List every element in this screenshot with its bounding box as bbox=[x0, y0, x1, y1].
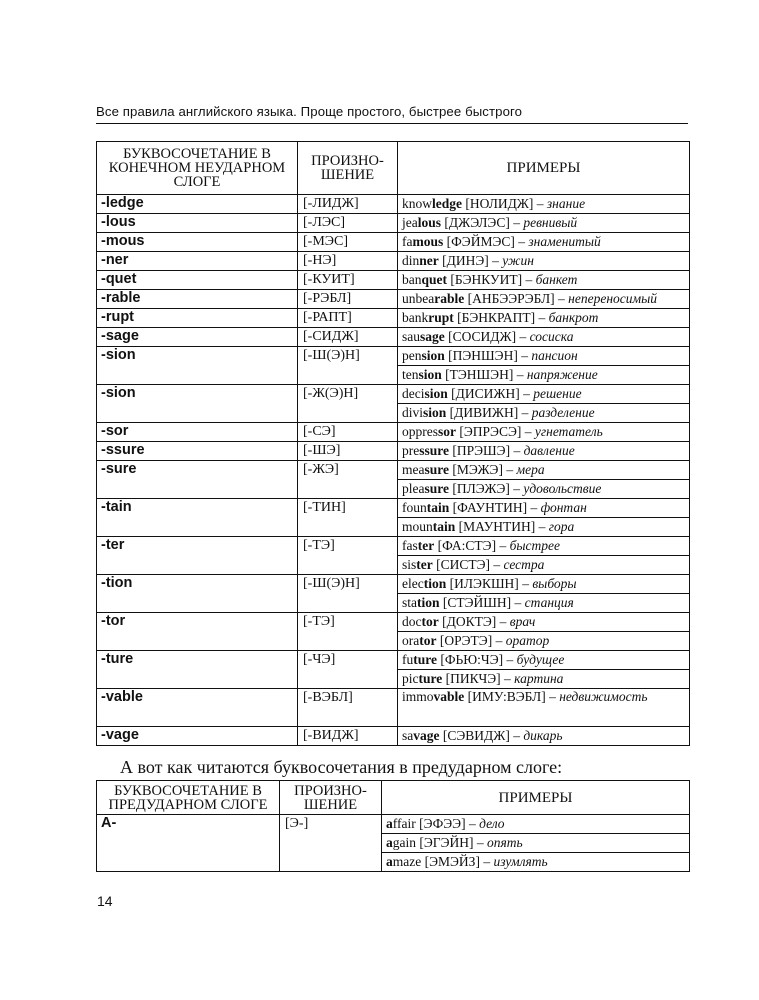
combination-cell: -sion bbox=[97, 385, 298, 423]
pronunciation-cell: [-ТЭ] bbox=[298, 537, 398, 575]
word-start: bank bbox=[402, 310, 429, 325]
pronunciation-cell: [-ТИН] bbox=[298, 499, 398, 537]
col-header-examples: ПРИМЕРЫ bbox=[382, 781, 690, 815]
example-cell bbox=[398, 537, 690, 556]
transcription: [ПИКЧЭ] bbox=[442, 671, 501, 686]
example-cell bbox=[398, 385, 690, 404]
dash: – bbox=[490, 557, 504, 572]
translation: сосиска bbox=[529, 329, 574, 344]
transcription: [БЭНКУИТ] bbox=[447, 272, 523, 287]
word-bold-part: rable bbox=[434, 291, 465, 306]
dash: – bbox=[511, 595, 525, 610]
word-start: immo bbox=[402, 689, 434, 704]
dash: – bbox=[509, 728, 524, 743]
translation: быстрее bbox=[509, 538, 561, 553]
transcription: [ФЭЙМЭС] bbox=[443, 234, 515, 249]
example-cell bbox=[398, 594, 690, 613]
transcription: [НОЛИДЖ] bbox=[462, 196, 534, 211]
translation: фонтан bbox=[540, 500, 587, 515]
pronunciation-cell: [-ТЭ] bbox=[298, 613, 398, 651]
example-cell bbox=[398, 556, 690, 575]
example-cell bbox=[398, 727, 690, 746]
table-row bbox=[97, 575, 690, 594]
example-cell bbox=[398, 632, 690, 651]
translation: непереносимый bbox=[568, 291, 658, 306]
translation: удовольствие bbox=[523, 481, 602, 496]
table-row bbox=[97, 613, 690, 632]
combination-cell: -ter bbox=[97, 537, 298, 575]
pronunciation-cell: [-ЛИДЖ] bbox=[298, 195, 398, 214]
word-bold-part: ssure bbox=[419, 443, 450, 458]
transcription: [ЭПРЭСЭ] bbox=[456, 424, 522, 439]
dash: – bbox=[465, 816, 480, 831]
dash: – bbox=[509, 215, 524, 230]
example-cell bbox=[398, 328, 690, 347]
example-cell bbox=[398, 252, 690, 271]
word-bold-part: sion bbox=[424, 386, 448, 401]
table-row bbox=[97, 385, 690, 404]
example-cell bbox=[398, 214, 690, 233]
combination-cell: -tain bbox=[97, 499, 298, 537]
word-bold-part: tion bbox=[423, 576, 447, 591]
transcription: [ЭФЭЭ] bbox=[415, 816, 466, 831]
word-start: ora bbox=[402, 633, 420, 648]
word-bold-part: sion bbox=[418, 367, 442, 382]
dash: – bbox=[527, 500, 541, 515]
translation: разделение bbox=[531, 405, 595, 420]
word-start: pre bbox=[402, 443, 420, 458]
pronunciation-cell: [-НЭ] bbox=[298, 252, 398, 271]
transcription: [ДИНЭ] bbox=[438, 253, 489, 268]
example-cell bbox=[398, 442, 690, 461]
transcription: [ФА:СТЭ] bbox=[434, 538, 497, 553]
combination-cell: -rable bbox=[97, 290, 298, 309]
word-bold-part: rupt bbox=[428, 310, 454, 325]
dash: – bbox=[496, 614, 510, 629]
word-bold-part: tion bbox=[417, 595, 440, 610]
table-row bbox=[97, 461, 690, 480]
combination-cell: -lous bbox=[97, 214, 298, 233]
word-start: fu bbox=[402, 652, 414, 667]
example-cell bbox=[398, 461, 690, 480]
word-bold-part: vable bbox=[433, 689, 465, 704]
translation: ревнивый bbox=[523, 215, 578, 230]
word-start: oppres bbox=[402, 424, 438, 439]
transcription: [ДОКТЭ] bbox=[438, 614, 497, 629]
word-start: sis bbox=[402, 557, 417, 572]
example-cell bbox=[398, 689, 690, 727]
example-cell bbox=[398, 499, 690, 518]
word-bold-part: mous bbox=[412, 234, 444, 249]
word-start: jea bbox=[402, 215, 418, 230]
table-row bbox=[97, 537, 690, 556]
example-cell bbox=[398, 613, 690, 632]
dash: – bbox=[521, 424, 535, 439]
pronunciation-cell: [-МЭС] bbox=[298, 233, 398, 252]
word-start: moun bbox=[402, 519, 433, 534]
word-start: pic bbox=[402, 671, 419, 686]
transcription: [ОРЭТЭ] bbox=[436, 633, 493, 648]
word-start: mea bbox=[402, 462, 425, 477]
dash: – bbox=[535, 310, 549, 325]
dash: – bbox=[514, 234, 529, 249]
translation: станция bbox=[524, 595, 574, 610]
table-row bbox=[97, 727, 690, 746]
prestressed-syllable-table bbox=[96, 780, 690, 872]
table-row bbox=[97, 309, 690, 328]
word-start: fas bbox=[402, 538, 418, 553]
col-header-pronunciation: ПРОИЗНО-ШЕНИЕ bbox=[298, 142, 398, 195]
pronunciation-cell: [-ШЭ] bbox=[298, 442, 398, 461]
col-header-combination: БУКВОСОЧЕТАНИЕ В КОНЕЧНОМ НЕУДАРНОМ СЛОГЕ bbox=[97, 142, 298, 195]
intro-text: А вот как читаются буквосочетания в предударном слоге: bbox=[120, 757, 563, 777]
word-start: sta bbox=[402, 595, 417, 610]
combination-cell: A- bbox=[97, 815, 280, 872]
transcription: [ФАУНТИН] bbox=[449, 500, 528, 515]
pronunciation-cell: [-ЛЭС] bbox=[298, 214, 398, 233]
word-start: pen bbox=[402, 348, 422, 363]
word-start: know bbox=[402, 196, 432, 211]
example-cell bbox=[398, 575, 690, 594]
dash: – bbox=[516, 329, 530, 344]
word-bold-part: a bbox=[386, 835, 393, 850]
translation: ужин bbox=[502, 253, 534, 268]
col-header-pronunciation: ПРОИЗНО-ШЕНИЕ bbox=[280, 781, 382, 815]
translation: оратор bbox=[505, 633, 550, 648]
dash: – bbox=[518, 576, 533, 591]
example-cell bbox=[398, 290, 690, 309]
word-bold-part: sion bbox=[421, 348, 445, 363]
combination-cell: -sure bbox=[97, 461, 298, 499]
translation: будущее bbox=[516, 652, 565, 667]
table-row bbox=[97, 252, 690, 271]
example-cell bbox=[382, 815, 690, 834]
dash: – bbox=[488, 253, 503, 268]
table-row bbox=[97, 328, 690, 347]
word-start: divi bbox=[402, 405, 424, 420]
translation: напряжение bbox=[526, 367, 598, 382]
translation: изумлять bbox=[493, 854, 548, 869]
word-start: elec bbox=[402, 576, 424, 591]
combination-cell: -ture bbox=[97, 651, 298, 689]
table-row bbox=[97, 423, 690, 442]
example-cell bbox=[398, 233, 690, 252]
transcription: [СОСИДЖ] bbox=[444, 329, 517, 344]
word-start: doc bbox=[402, 614, 422, 629]
example-cell bbox=[398, 518, 690, 537]
word-bold-part: ledge bbox=[432, 196, 462, 211]
dash: – bbox=[510, 443, 524, 458]
table-row bbox=[97, 815, 690, 834]
transcription: [МАУНТИН] bbox=[455, 519, 536, 534]
transcription: [СИСТЭ] bbox=[432, 557, 491, 572]
translation: знаменитый bbox=[528, 234, 601, 249]
table-row bbox=[97, 233, 690, 252]
word-start: deci bbox=[402, 386, 425, 401]
combination-cell: -ledge bbox=[97, 195, 298, 214]
word-start: din bbox=[402, 253, 420, 268]
table-row bbox=[97, 347, 690, 366]
example-cell bbox=[398, 195, 690, 214]
pronunciation-cell: [-КУИТ] bbox=[298, 271, 398, 290]
combination-cell: -sion bbox=[97, 347, 298, 385]
word-bold-part: sage bbox=[420, 329, 445, 344]
word-bold-part: quet bbox=[421, 272, 448, 287]
col-header-combination: БУКВОСОЧЕТАНИЕ В ПРЕДУДАРНОМ СЛОГЕ bbox=[97, 781, 280, 815]
pronunciation-cell: [-Ш(Э)Н] bbox=[298, 575, 398, 613]
transcription: [ФЬЮ:ЧЭ] bbox=[437, 652, 504, 667]
example-cell bbox=[382, 853, 690, 872]
dash: – bbox=[496, 538, 510, 553]
example-cell bbox=[398, 670, 690, 689]
example-cell bbox=[398, 480, 690, 499]
translation: выборы bbox=[532, 576, 577, 591]
page-number: 14 bbox=[97, 893, 113, 909]
combination-cell: -ner bbox=[97, 252, 298, 271]
word-bold-part: lous bbox=[417, 215, 442, 230]
pronunciation-cell: [-ЖЭ] bbox=[298, 461, 398, 499]
transcription: [ПЛЭЖЭ] bbox=[449, 481, 510, 496]
pronunciation-cell: [-ЧЭ] bbox=[298, 651, 398, 689]
translation: врач bbox=[509, 614, 536, 629]
dash: – bbox=[535, 519, 549, 534]
dash: – bbox=[518, 405, 532, 420]
word-bold-part: a bbox=[386, 854, 393, 869]
word-bold-part: vage bbox=[413, 728, 440, 743]
pronunciation-cell: [-РЭБЛ] bbox=[298, 290, 398, 309]
dash: – bbox=[554, 291, 569, 306]
transcription: [ЭМЭЙЗ] bbox=[421, 854, 480, 869]
header-rule bbox=[96, 123, 688, 124]
pronunciation-cell: [-Ж(Э)Н] bbox=[298, 385, 398, 423]
transcription: [АНБЭЭРЭБЛ] bbox=[464, 291, 555, 306]
translation: давление bbox=[523, 443, 575, 458]
word-bold-part: tor bbox=[419, 633, 437, 648]
word-bold-part: ture bbox=[413, 652, 437, 667]
transcription: [БЭНКРАПТ] bbox=[453, 310, 536, 325]
translation: знание bbox=[546, 196, 586, 211]
example-cell bbox=[398, 347, 690, 366]
example-cell bbox=[398, 309, 690, 328]
word-bold-part: sion bbox=[423, 405, 447, 420]
table-row bbox=[97, 271, 690, 290]
table-row bbox=[97, 214, 690, 233]
combination-cell: -quet bbox=[97, 271, 298, 290]
word-start: foun bbox=[402, 500, 427, 515]
translation: банкет bbox=[535, 272, 578, 287]
pronunciation-cell: [-СЭ] bbox=[298, 423, 398, 442]
transcription: [ДИВИЖН] bbox=[446, 405, 519, 420]
transcription: [ПЭНШЭН] bbox=[444, 348, 518, 363]
dash: – bbox=[517, 348, 532, 363]
transcription: [ТЭНШЭН] bbox=[441, 367, 514, 382]
dash: – bbox=[545, 689, 560, 704]
word-end: maze bbox=[392, 854, 422, 869]
col-header-examples: ПРИМЕРЫ bbox=[398, 142, 690, 195]
transcription: [ПРЭШЭ] bbox=[449, 443, 511, 458]
dash: – bbox=[533, 196, 547, 211]
dash: – bbox=[513, 367, 527, 382]
combination-cell: -vage bbox=[97, 727, 298, 746]
translation: гора bbox=[548, 519, 575, 534]
transcription: [МЭЖЭ] bbox=[449, 462, 503, 477]
word-bold-part: a bbox=[386, 816, 393, 831]
word-bold-part: ture bbox=[418, 671, 443, 686]
word-bold-part: tor bbox=[421, 614, 439, 629]
combination-cell: -tor bbox=[97, 613, 298, 651]
dash: – bbox=[522, 272, 536, 287]
combination-cell: -mous bbox=[97, 233, 298, 252]
translation: сестра bbox=[503, 557, 545, 572]
unstressed-syllable-table bbox=[96, 141, 690, 746]
word-bold-part: ter bbox=[416, 557, 433, 572]
translation: дикарь bbox=[523, 728, 563, 743]
example-cell bbox=[398, 404, 690, 423]
dash: – bbox=[502, 462, 517, 477]
word-bold-part: sure bbox=[424, 462, 450, 477]
table-row bbox=[97, 442, 690, 461]
combination-cell: -vable bbox=[97, 689, 298, 727]
dash: – bbox=[479, 854, 494, 869]
dash: – bbox=[500, 671, 515, 686]
table-row bbox=[97, 499, 690, 518]
example-cell bbox=[382, 834, 690, 853]
dash: – bbox=[509, 481, 524, 496]
word-start: ten bbox=[402, 367, 419, 382]
pronunciation-cell: [-ВЭБЛ] bbox=[298, 689, 398, 727]
translation: пансион bbox=[531, 348, 578, 363]
transcription: [ДЖЭЛЭС] bbox=[441, 215, 510, 230]
word-end: ffair bbox=[392, 816, 416, 831]
transcription: [СТЭЙШН] bbox=[439, 595, 512, 610]
word-start: fa bbox=[402, 234, 413, 249]
transcription: [ИЛЭКШН] bbox=[446, 576, 519, 591]
running-head: Все правила английского языка. Проще простого, быстрее быстрого bbox=[96, 104, 523, 119]
combination-cell: -sor bbox=[97, 423, 298, 442]
transcription: [ЭГЭЙН] bbox=[416, 835, 474, 850]
pronunciation-cell: [-ВИДЖ] bbox=[298, 727, 398, 746]
table-row bbox=[97, 689, 690, 727]
word-end: gain bbox=[392, 835, 416, 850]
transcription: [ДИСИЖН] bbox=[447, 386, 520, 401]
pronunciation-cell: [-РАПТ] bbox=[298, 309, 398, 328]
example-cell bbox=[398, 271, 690, 290]
combination-cell: -sage bbox=[97, 328, 298, 347]
translation: мера bbox=[516, 462, 545, 477]
word-bold-part: sor bbox=[438, 424, 456, 439]
dash: – bbox=[519, 386, 534, 401]
word-start: plea bbox=[402, 481, 425, 496]
translation: угнетатель bbox=[534, 424, 603, 439]
translation: решение bbox=[533, 386, 582, 401]
combination-cell: -tion bbox=[97, 575, 298, 613]
table-row bbox=[97, 195, 690, 214]
dash: – bbox=[473, 835, 487, 850]
translation: дело bbox=[479, 816, 505, 831]
word-bold-part: sure bbox=[424, 481, 450, 496]
transcription: [СЭВИДЖ] bbox=[439, 728, 510, 743]
example-cell bbox=[398, 423, 690, 442]
word-start: ban bbox=[402, 272, 422, 287]
pronunciation-cell: [Э-] bbox=[280, 815, 382, 872]
word-start: sa bbox=[402, 728, 414, 743]
table-row bbox=[97, 290, 690, 309]
pronunciation-cell: [-СИДЖ] bbox=[298, 328, 398, 347]
table-row bbox=[97, 651, 690, 670]
example-cell bbox=[398, 651, 690, 670]
word-bold-part: tain bbox=[432, 519, 456, 534]
dash: – bbox=[503, 652, 517, 667]
translation: опять bbox=[487, 835, 523, 850]
translation: банкрот bbox=[548, 310, 599, 325]
word-start: unbea bbox=[402, 291, 435, 306]
pronunciation-cell: [-Ш(Э)Н] bbox=[298, 347, 398, 385]
word-bold-part: ter bbox=[417, 538, 435, 553]
combination-cell: -ssure bbox=[97, 442, 298, 461]
transcription: [ИМУ:ВЭБЛ] bbox=[464, 689, 546, 704]
translation: недвижимость bbox=[559, 689, 648, 704]
dash: – bbox=[492, 633, 506, 648]
example-cell bbox=[398, 366, 690, 385]
word-bold-part: tain bbox=[426, 500, 450, 515]
word-start: sau bbox=[402, 329, 420, 344]
combination-cell: -rupt bbox=[97, 309, 298, 328]
word-bold-part: ner bbox=[419, 253, 439, 268]
translation: картина bbox=[514, 671, 564, 686]
